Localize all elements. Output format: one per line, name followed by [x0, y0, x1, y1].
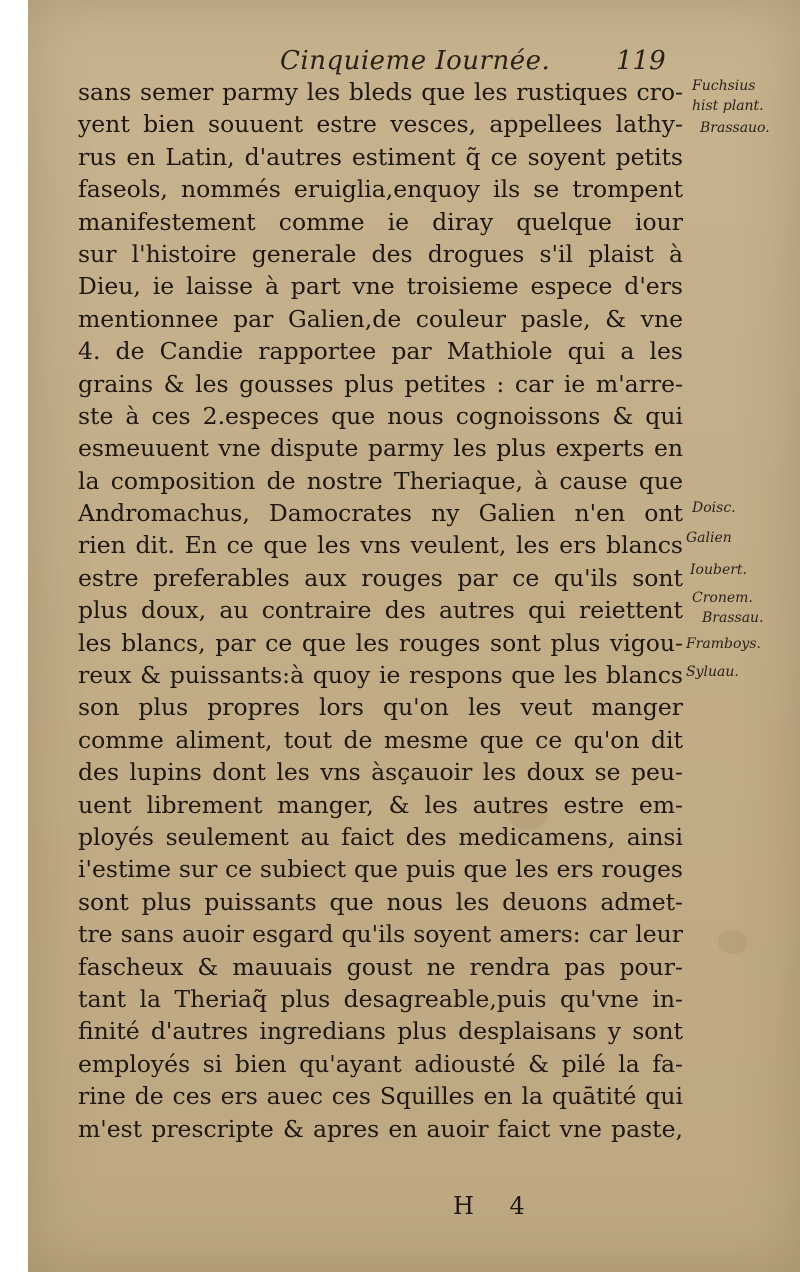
margin-note: Framboys.: [686, 636, 761, 652]
text-line: sans semer parmy les bleds que les rustiques cro-: [78, 78, 683, 106]
text-line: faseols, nommés eruiglia,enquoy ils se trompent: [78, 175, 683, 204]
margin-note: Fuchsius: [692, 78, 756, 94]
book-page: [28, 0, 800, 1272]
paper-stain: [718, 930, 748, 954]
text-line: grains & les gousses plus petites : car ie m'arre-: [78, 369, 683, 398]
text-line: la composition de nostre Theriaque, à cause que: [78, 466, 683, 495]
text-line: esmeuuent vne dispute parmy les plus experts en: [78, 434, 683, 463]
text-line: finité d'autres ingredians plus desplaisans y sont: [78, 1017, 683, 1046]
body-text: [78, 76, 683, 1145]
signature-text: H 4: [453, 1192, 539, 1220]
text-line: employés si bien qu'ayant adiousté & pilé la fa-: [78, 1049, 683, 1078]
text-line: manifestement comme ie diray quelque iour: [78, 207, 683, 236]
text-line: son plus propres lors qu'on les veut manger: [78, 693, 683, 722]
text-line: les blancs, par ce que les rouges sont plus vigou-: [78, 628, 683, 657]
margin-note: Brassau.: [702, 610, 764, 626]
text-line: tant la Theriaq̃ plus desagreable,puis qu'vne in-: [78, 984, 683, 1013]
text-line: rine de ces ers auec ces Squilles en la quātité qui: [78, 1082, 683, 1111]
text-line: Dieu, ie laisse à part vne troisieme espece d'ers: [78, 272, 683, 301]
margin-note: Brassauo.: [700, 120, 770, 136]
margin-note: hist plant.: [692, 98, 764, 114]
text-line: des lupins dont les vns àsçauoir les doux se peu-: [78, 758, 683, 787]
text-line: ployés seulement au faict des medicamens, ainsi: [78, 822, 683, 851]
page-bottom-margin: [0, 1272, 800, 1287]
text-line: plus doux, au contraire des autres qui reiettent: [78, 596, 683, 625]
text-line: i'estime sur ce subiect que puis que les ers rouges: [78, 855, 683, 884]
text-line: estre preferables aux rouges par ce qu'ils sont: [78, 563, 683, 592]
text-line: 4. de Candie rapportee par Mathiole qui a les: [78, 337, 683, 366]
text-line: comme aliment, tout de mesme que ce qu'on dit: [78, 725, 683, 754]
text-line: Andromachus, Damocrates ny Galien n'en ont: [78, 499, 683, 528]
margin-note: Ioubert.: [690, 562, 747, 578]
text-line: fascheux & mauuais goust ne rendra pas pour-: [78, 952, 683, 981]
text-line: m'est prescripte & apres en auoir faict vne paste,: [78, 1114, 683, 1143]
text-line: yent bien souuent estre vesces, appellees lathy-: [78, 110, 683, 139]
text-line: sur l'histoire generale des drogues s'il plaist à: [78, 239, 683, 268]
text-line: rien dit. En ce que les vns veulent, les ers blancs: [78, 531, 683, 560]
text-line: sont plus puissants que nous les deuons admet-: [78, 887, 683, 916]
text-line: mentionnee par Galien,de couleur pasle, & vne: [78, 304, 683, 333]
text-line: uent librement manger, & les autres estre em-: [78, 790, 683, 819]
text-line: tre sans auoir esgard qu'ils soyent amers: car leur: [78, 920, 683, 949]
text-line: reux & puissants:à quoy ie respons que les blancs: [78, 661, 683, 690]
margin-note: Galien: [686, 530, 732, 546]
margin-note: Cronem.: [692, 590, 753, 606]
running-title: Cinquieme Iournée.: [280, 46, 551, 76]
margin-note: Syluau.: [686, 664, 739, 680]
page-number: 119: [616, 46, 666, 76]
signature-mark: [28, 1192, 800, 1226]
text-line: rus en Latin, d'autres estiment q̃ ce soyent petits: [78, 142, 683, 171]
page-header: [28, 40, 800, 80]
text-line: ste à ces 2.especes que nous cognoissons & qui: [78, 401, 683, 430]
margin-note: Doisc.: [692, 500, 736, 516]
